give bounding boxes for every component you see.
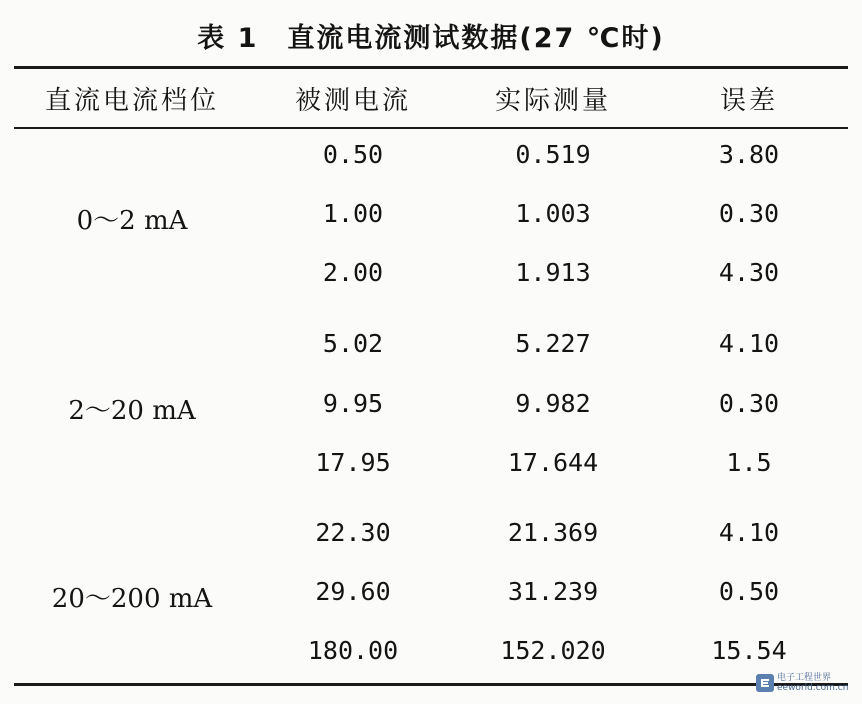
- error-value: 4.30: [718, 258, 780, 287]
- error-value: 0.30: [718, 389, 780, 418]
- error-value: 1.5: [726, 448, 772, 477]
- measured-value: 5.227: [515, 329, 591, 358]
- applied-value: 180.00: [307, 636, 399, 665]
- measured-value: 31.239: [507, 577, 599, 606]
- measured-value: 1.003: [515, 199, 591, 228]
- applied-value: 9.95: [322, 389, 384, 418]
- error-value: 4.10: [718, 329, 780, 358]
- header-measured: 实际测量: [494, 86, 611, 116]
- applied-value: 22.30: [315, 518, 391, 547]
- error-value: 4.10: [718, 518, 780, 547]
- range-label: 20～200 mA: [51, 584, 213, 614]
- error-value: 0.50: [718, 577, 780, 606]
- watermark-text-en: eeworld.com.cn: [777, 683, 849, 693]
- header-error: 误差: [719, 86, 778, 116]
- header-applied-current: 被测电流: [294, 86, 411, 116]
- measured-value: 17.644: [507, 448, 599, 477]
- table-row: [0, 636, 862, 676]
- header-range: 直流电流档位: [44, 86, 219, 116]
- watermark-logo: [756, 672, 854, 694]
- measured-value: 9.982: [515, 389, 591, 418]
- measured-value: 0.519: [515, 140, 591, 169]
- error-value: 15.54: [711, 636, 787, 665]
- table-row: [0, 389, 862, 429]
- applied-value: 2.00: [322, 258, 384, 287]
- table-row: [0, 258, 862, 298]
- table-body: [0, 130, 862, 680]
- range-label: 0～2 mA: [76, 206, 188, 236]
- table-row: [0, 329, 862, 369]
- watermark-text-cn: 电子工程世界: [777, 673, 832, 683]
- table-row: [0, 518, 862, 558]
- measured-value: 21.369: [507, 518, 599, 547]
- applied-value: 0.50: [322, 140, 384, 169]
- table-row: [0, 199, 862, 239]
- table-row: [0, 577, 862, 617]
- table-header-rule: [14, 127, 848, 129]
- range-label: 2～20 mA: [68, 396, 196, 426]
- measured-value: 152.020: [500, 636, 606, 665]
- eeworld-logo-icon: [756, 674, 774, 692]
- table-top-rule: [14, 66, 848, 69]
- applied-value: 29.60: [315, 577, 391, 606]
- error-value: 0.30: [718, 199, 780, 228]
- table-bottom-rule: [14, 683, 848, 686]
- applied-value: 5.02: [322, 329, 384, 358]
- measured-value: 1.913: [515, 258, 591, 287]
- table-header-row: [0, 76, 862, 122]
- error-value: 3.80: [718, 140, 780, 169]
- applied-value: 1.00: [322, 199, 384, 228]
- applied-value: 17.95: [315, 448, 391, 477]
- table-row: [0, 448, 862, 488]
- table-title: 表 1 直流电流测试数据(27 ℃时): [197, 23, 665, 54]
- table-row: [0, 140, 862, 180]
